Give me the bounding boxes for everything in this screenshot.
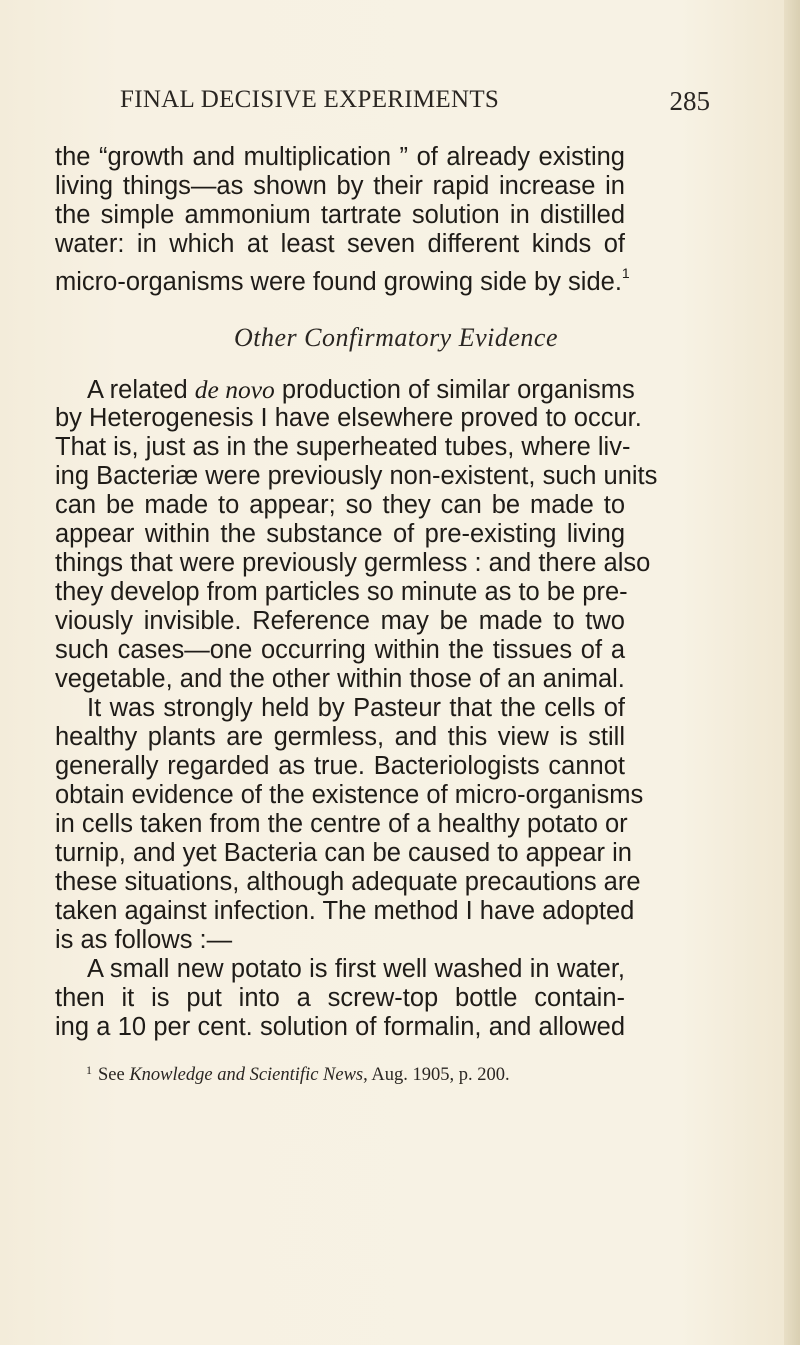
text-line: appear within the substance of pre-existing living — [55, 520, 625, 548]
text-line: in cells taken from the centre of a healthy potato or — [55, 810, 628, 838]
text-line: the “growth and multiplication ” of already existing — [55, 143, 625, 171]
text-line: It was strongly held by Pasteur that the cells of — [87, 694, 625, 722]
text-line: turnip, and yet Bacteria can be caused to appear in — [55, 839, 632, 867]
text-line — [55, 375, 635, 404]
footnote-prefix: See — [98, 1065, 130, 1085]
text-line: by Heterogenesis I have elsewhere proved to occur. — [55, 404, 642, 432]
text-line: healthy plants are germless, and this view is still — [55, 723, 625, 751]
text-line: ing Bacteriæ were previously non-existent, such units — [55, 462, 658, 490]
text-line: they develop from particles so minute as to be pre- — [55, 578, 628, 606]
page-number: 285 — [669, 86, 710, 116]
text-line: water: in which at least seven different kinds of — [55, 230, 625, 258]
text-line: can be made to appear; so they can be made to — [55, 491, 625, 519]
text-line: That is, just as in the superheated tubes, where liv- — [55, 433, 631, 461]
footnote-suffix: , Aug. 1905, p. 200. — [363, 1065, 510, 1085]
text-line: these situations, although adequate precautions are — [55, 868, 641, 896]
footnote — [86, 1063, 510, 1086]
text-line: vegetable, and the other within those of an animal. — [55, 665, 625, 693]
text-line: ing a 10 per cent. solution of formalin, and allowed — [55, 1013, 625, 1041]
page-header — [120, 86, 710, 122]
text-line: taken against infection. The method I have adopted — [55, 897, 635, 925]
section-heading: Other Confirmatory Evidence — [234, 323, 558, 352]
text-line: things that were previously germless : and there also — [55, 549, 651, 577]
text-span: A related — [87, 376, 195, 404]
text-line: such cases—one occurring within the tissues of a — [55, 636, 625, 664]
text-line: A small new potato is first well washed in water, — [87, 955, 625, 983]
text-span: micro-organisms were found growing side by side. — [55, 268, 622, 296]
text-line: viously invisible. Reference may be made to two — [55, 607, 625, 635]
footnote-title: Knowledge and Scientific News — [129, 1065, 364, 1085]
text-line — [55, 259, 630, 296]
paragraph — [55, 375, 658, 694]
paragraph — [55, 694, 644, 955]
italic-term: de novo — [194, 375, 275, 404]
paragraph — [55, 955, 625, 1042]
footnote-marker: 1 — [86, 1063, 92, 1077]
text-line: living things—as shown by their rapid increase in — [55, 172, 625, 200]
text-line: the simple ammonium tartrate solution in distilled — [55, 201, 625, 229]
text-line: generally regarded as true. Bacteriologists cannot — [55, 752, 625, 780]
text-line: is as follows :— — [55, 926, 233, 954]
paragraph-continuation — [55, 143, 630, 296]
running-title: FINAL DECISIVE EXPERIMENTS — [120, 86, 500, 113]
text-line: then it is put into a screw-top bottle contain- — [55, 984, 625, 1012]
text-span: production of similar organisms — [274, 376, 635, 404]
text-line: obtain evidence of the existence of micro-organisms — [55, 781, 644, 809]
footnote-reference: 1 — [621, 265, 630, 281]
page-edge — [784, 0, 800, 1345]
